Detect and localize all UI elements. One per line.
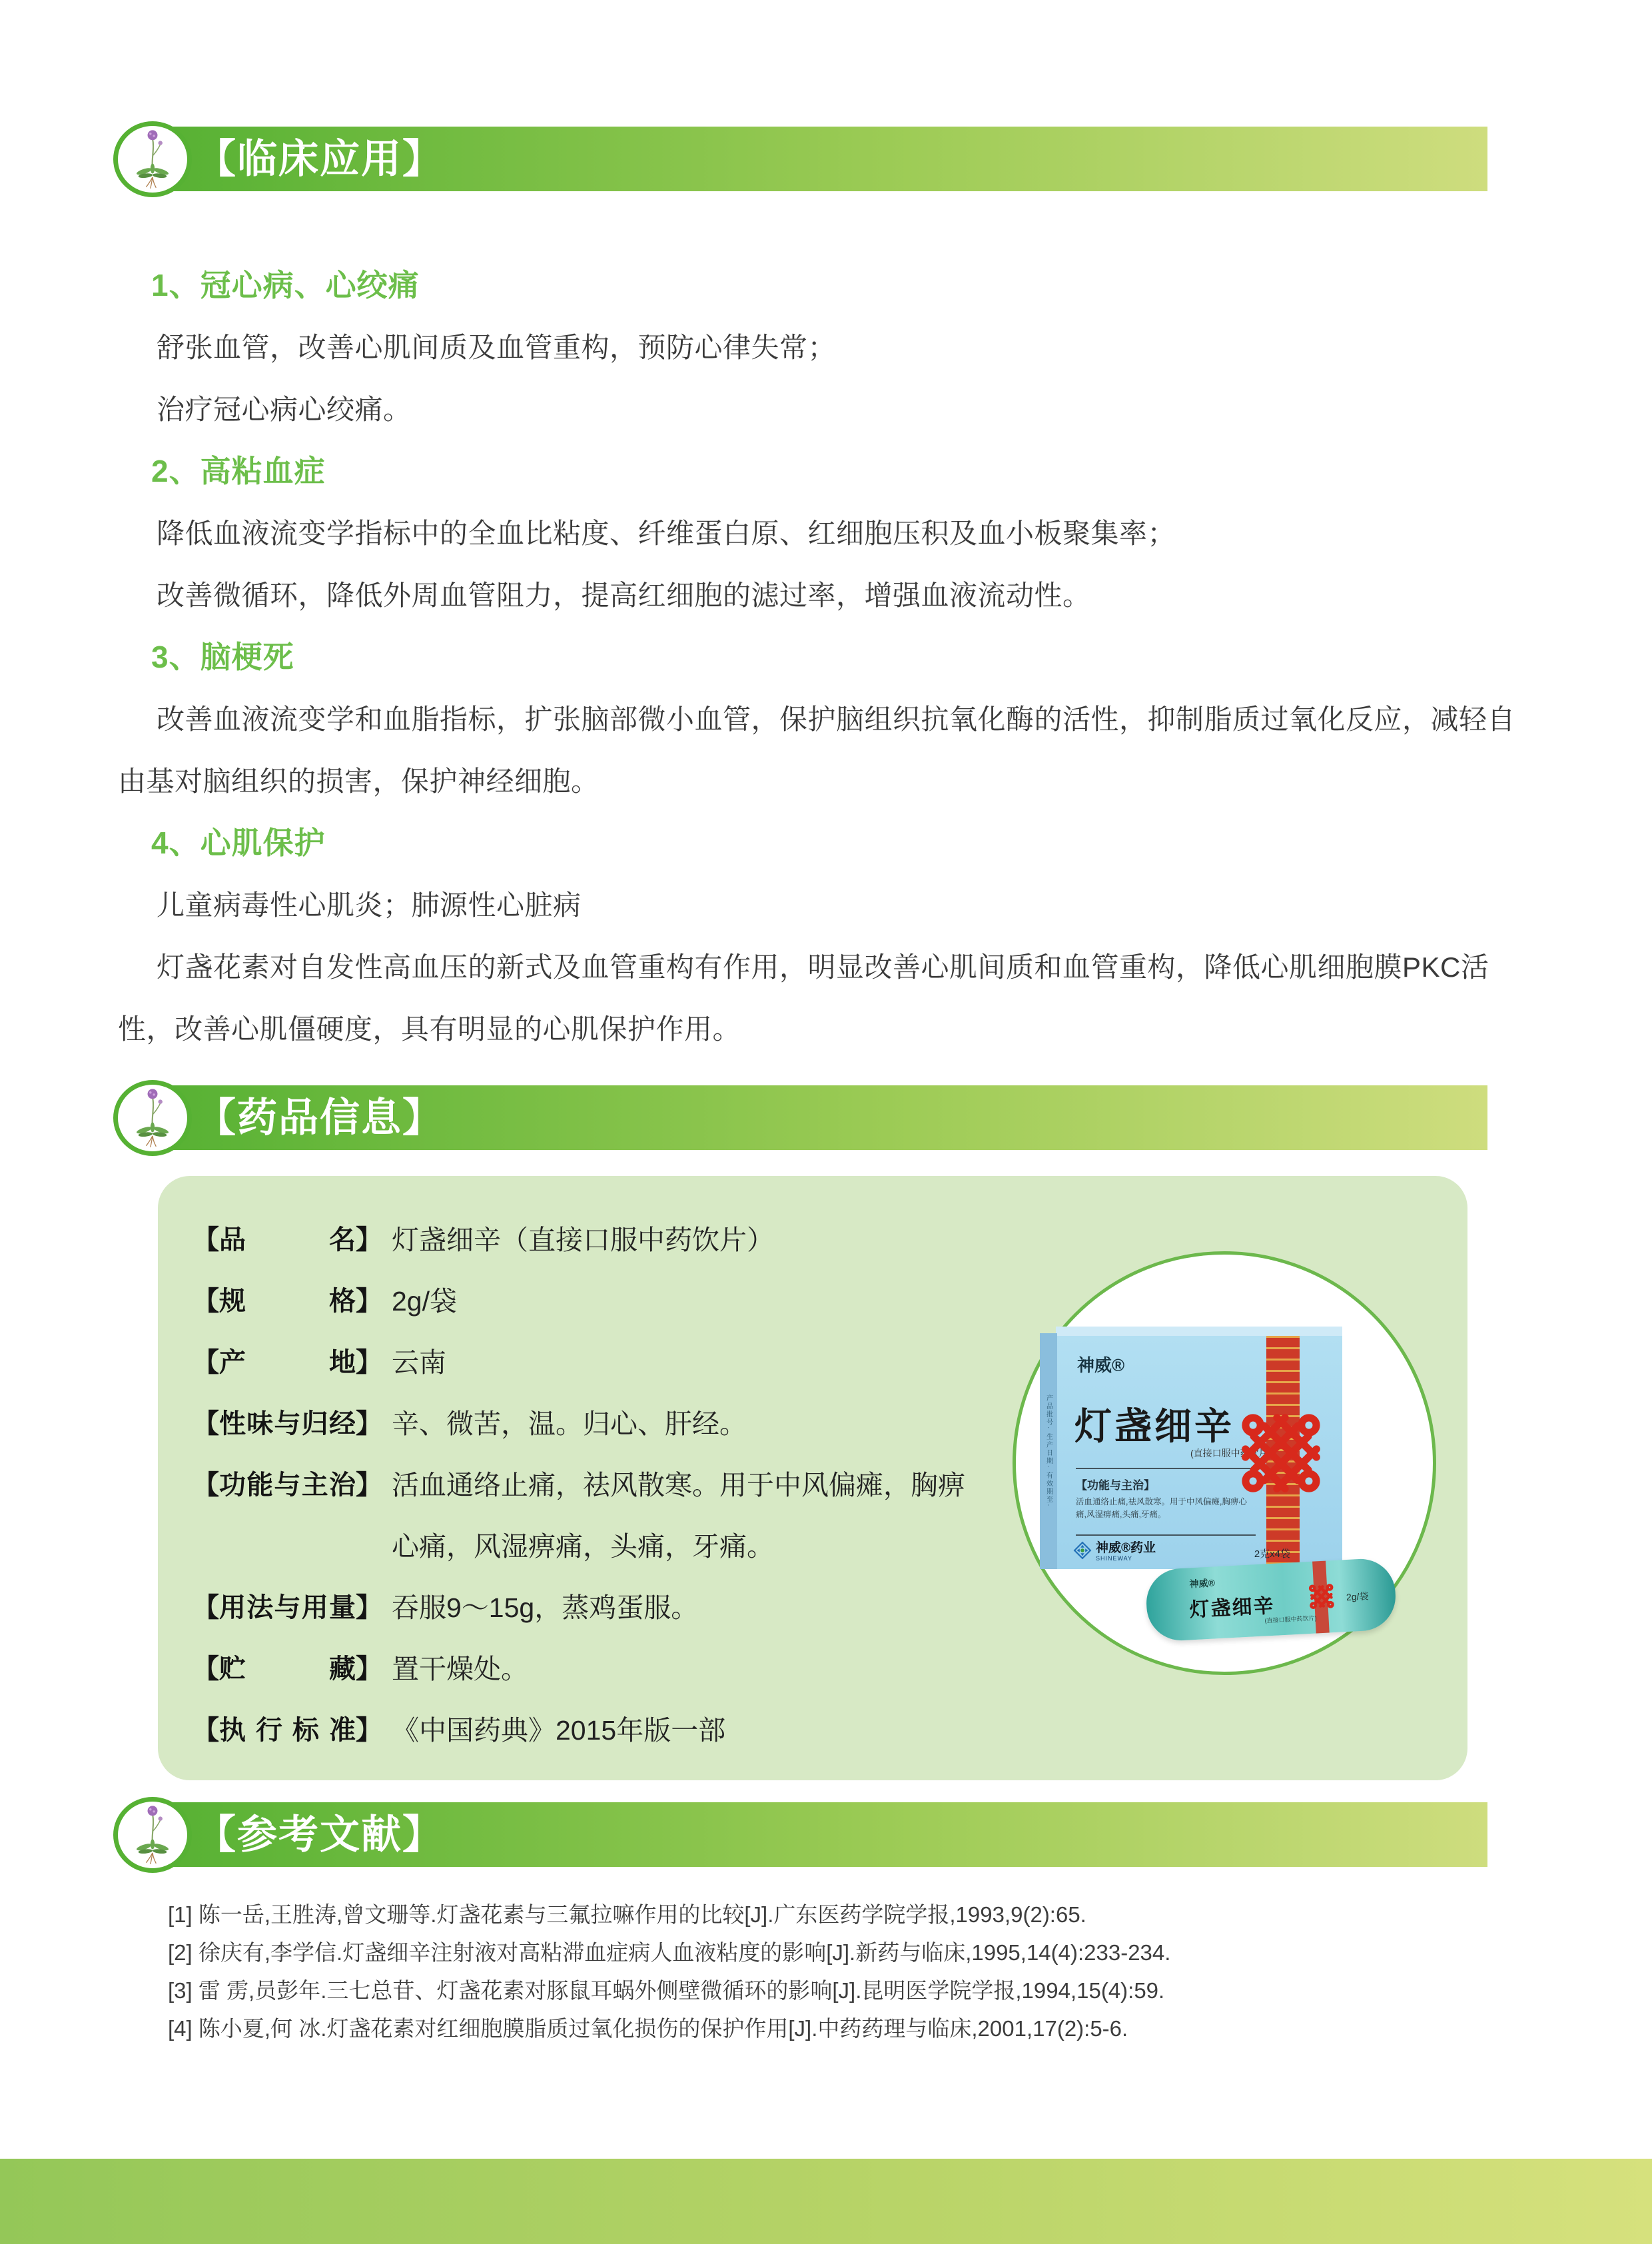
reference-item: [1] 陈一岳,王胜涛,曾文珊等.灯盏花素与三氟拉嘛作用的比较[J].广东医药学院学报,1993,9(2):65. [168, 1902, 1086, 1927]
footer-bar [0, 2159, 1652, 2244]
field-label: 【贮藏】 [193, 1654, 382, 1684]
clinical-paragraph: 改善微循环，降低外周血管阻力，提高红细胞的滤过率，增强血液流动性。 [157, 580, 1091, 611]
section-title-references: 【参考文献】 [196, 1812, 444, 1857]
plant-icon [131, 1085, 175, 1152]
clinical-heading-2: 2、高粘血症 [151, 454, 326, 488]
box-brand: 神威® [1077, 1355, 1125, 1375]
field-value: 云南 [392, 1347, 446, 1378]
field-label: 【性味与归经】 [193, 1409, 382, 1438]
field-label: 【执行标准】 [193, 1716, 382, 1745]
chinese-knot-icon [1225, 1397, 1337, 1509]
clinical-heading-1: 1、冠心病、心绞痛 [151, 268, 420, 302]
reference-item: [2] 徐庆有,李学信.灯盏细辛注射液对高粘滞血症病人血液粘度的影响[J].新药与临床,1995,14(4):233-234. [168, 1940, 1171, 1965]
field-value: 置干燥处。 [392, 1654, 528, 1684]
box-divider [1076, 1534, 1256, 1536]
shineway-logo [1073, 1541, 1156, 1563]
field-row-property [193, 1393, 975, 1454]
section-title-drug-info: 【药品信息】 [196, 1095, 444, 1140]
field-row-usage [193, 1577, 975, 1638]
field-row-function [193, 1454, 975, 1577]
clinical-heading-3: 3、脑梗死 [151, 640, 294, 674]
clinical-heading-4: 4、心肌保护 [151, 826, 326, 860]
field-label: 【功能与主治】 [193, 1470, 382, 1500]
field-value: 活血通络止痛，祛风散寒。用于中风偏瘫，胸痹心痛，风湿痹痛，头痛，牙痛。 [392, 1470, 965, 1562]
reference-item: [4] 陈小夏,何 冰.灯盏花素对红细胞膜脂质过氧化损伤的保护作用[J].中药药理与临床,2001,17(2):5-6. [168, 2016, 1128, 2041]
company-name-en: SHINEWAY [1096, 1555, 1133, 1562]
product-box-side-face [1040, 1333, 1057, 1569]
section-title-clinical: 【临床应用】 [196, 137, 444, 181]
sachet-product-name: 灯盏细辛 [1188, 1594, 1276, 1622]
field-label: 【规格】 [193, 1287, 382, 1316]
clinical-paragraph: 儿童病毒性心肌炎；肺源性心脏病 [157, 889, 582, 921]
field-row-spec [193, 1271, 975, 1332]
plant-icon [131, 126, 175, 193]
header-logo-circle [113, 1080, 192, 1156]
company-name: 神威®药业 [1096, 1541, 1156, 1555]
box-side-text: 产品批号· 生产日期· 有效期至· [1044, 1395, 1052, 1508]
sachet-spec: 2g/袋 [1346, 1590, 1369, 1603]
clinical-paragraph: 治疗冠心病心绞痛。 [157, 394, 412, 425]
field-row-origin [193, 1332, 975, 1393]
product-sachet [1144, 1557, 1397, 1642]
reference-item: [3] 雷 雳,员彭年.三七总苷、灯盏花素对豚鼠耳蜗外侧壁微循环的影响[J].昆明医学院学报,1994,15(4):59. [168, 1978, 1165, 2003]
field-value: 《中国药典》2015年版一部 [392, 1715, 726, 1746]
field-row-storage [193, 1638, 975, 1700]
product-image-circle [1013, 1251, 1436, 1675]
field-value: 吞服9～15g，蒸鸡蛋服。 [392, 1592, 699, 1623]
section-header-clinical [153, 127, 1487, 191]
plant-icon [131, 1802, 175, 1869]
drug-info-fields [193, 1209, 975, 1761]
section-header-drug-info [153, 1085, 1487, 1150]
clinical-paragraph: 降低血液流变学指标中的全血比粘度、纤维蛋白原、红细胞压积及血小板聚集率； [157, 518, 1176, 549]
field-row-standard [193, 1700, 975, 1761]
clinical-content [118, 255, 1537, 1060]
drug-info-card [158, 1176, 1467, 1780]
field-label: 【品名】 [193, 1225, 382, 1255]
header-logo-circle [113, 1797, 192, 1873]
box-product-name: 灯盏细辛 [1074, 1405, 1234, 1447]
sachet-brand: 神威® [1189, 1577, 1216, 1590]
product-box [1057, 1336, 1342, 1569]
header-logo-circle [113, 121, 192, 197]
field-label: 【用法与用量】 [193, 1593, 382, 1622]
sachet-subtitle: (直接口服中药饮片) [1264, 1614, 1317, 1624]
box-function-label: 【功能与主治】 [1076, 1479, 1155, 1492]
box-function-text: 活血通络止痛,祛风散寒。用于中风偏瘫,胸痹心痛,风湿痹痛,头痛,牙痛。 [1076, 1497, 1247, 1519]
references-list [168, 1896, 1533, 2047]
field-label: 【产地】 [193, 1348, 382, 1377]
box-pack-size: 2克x4袋 [1254, 1548, 1290, 1560]
shineway-logo-icon [1073, 1541, 1092, 1563]
chinese-knot-icon [1302, 1578, 1340, 1616]
clinical-paragraph: 灯盏花素对自发性高血压的新式及血管重构有作用，明显改善心肌间质和血管重构，降低心肌细胞膜PKC活性，改善心肌僵硬度，具有明显的心肌保护作用。 [118, 951, 1489, 1045]
field-value: 辛、微苦，温。归心、肝经。 [392, 1408, 747, 1439]
field-row-name [193, 1209, 975, 1271]
box-product-subtitle: (直接口服中药饮片) [1190, 1448, 1272, 1458]
clinical-paragraph: 舒张血管，改善心肌间质及血管重构，预防心律失常； [157, 332, 837, 363]
section-header-references [153, 1802, 1487, 1867]
field-value: 2g/袋 [392, 1286, 457, 1317]
field-value: 灯盏细辛（直接口服中药饮片） [392, 1225, 774, 1255]
clinical-paragraph: 改善血液流变学和血脂指标，扩张脑部微小血管，保护脑组织抗氧化酶的活性，抑制脂质过氧化反应，减轻自由基对脑组织的损害，保护神经细胞。 [118, 704, 1516, 797]
